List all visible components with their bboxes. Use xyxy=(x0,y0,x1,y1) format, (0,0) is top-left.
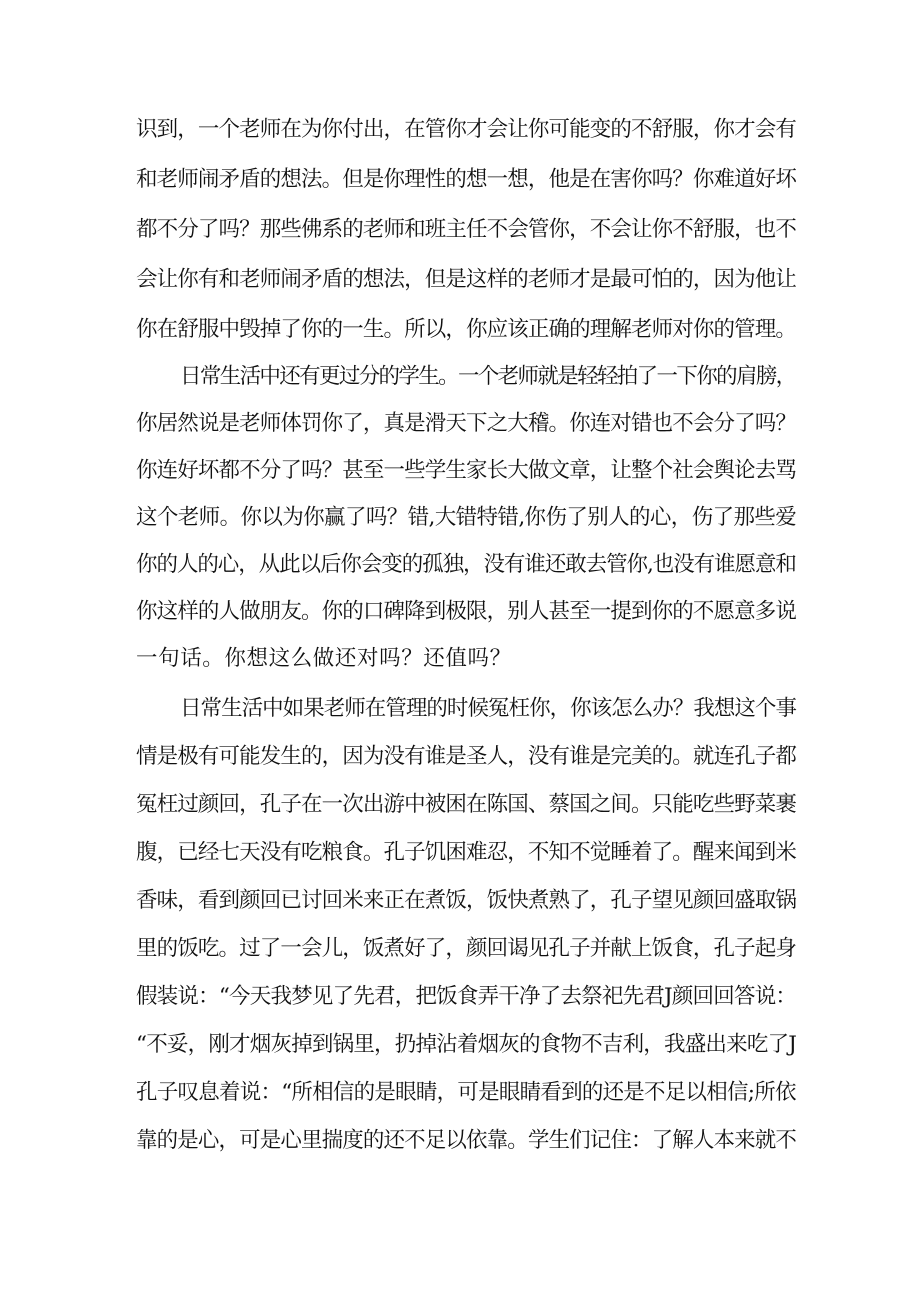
text-line: 香味，看到颜回已讨回米来正在煮饭，饭快煮熟了，孔子望见颜回盛取锅 xyxy=(136,888,797,913)
text-line: 冤枉过颜回，孔子在一次出游中被困在陈国、蔡国之间。只能吃些野菜裹 xyxy=(136,792,797,817)
text-line: 这个老师。你以为你赢了吗？错,大错特错,你伤了别人的心，伤了那些爱 xyxy=(136,505,797,530)
text-line: 你居然说是老师体罚你了，真是滑天下之大稽。你连对错也不会分了吗？ xyxy=(136,411,797,436)
text-line: “不妥，刚才烟灰掉到锅里，扔掉沾着烟灰的食物不吉利，我盛出来吃了J xyxy=(136,1032,797,1057)
text-line: 会让你有和老师闹矛盾的想法，但是这样的老师才是最可怕的，因为他让 xyxy=(136,267,797,292)
text-line: 你连好坏都不分了吗？甚至一些学生家长大做文章，让整个社会舆论去骂 xyxy=(136,458,797,483)
text-line: 腹，已经七天没有吃粮食。孔子饥困难忍，不知不觉睡着了。醒来闻到米 xyxy=(136,840,797,865)
text-line: 里的饭吃。过了一会儿，饭煮好了，颜回谒见孔子并献上饭食，孔子起身 xyxy=(136,936,797,961)
text-line: 情是极有可能发生的，因为没有谁是圣人，没有谁是完美的。就连孔子都 xyxy=(136,744,797,769)
text-line: 靠的是心，可是心里揣度的还不足以依靠。学生们记住：了解人本来就不 xyxy=(136,1128,797,1153)
text-line: 一句话。你想这么做还对吗？还值吗？ xyxy=(136,646,512,671)
text-line: 孔子叹息着说：“所相信的是眼睛，可是眼睛看到的还是不足以相信;所依 xyxy=(136,1080,796,1105)
text-line: 你这样的人做朋友。你的口碑降到极限，别人甚至一提到你的不愿意多说 xyxy=(136,599,797,624)
text-line: 和老师闹矛盾的想法。但是你理性的想一想，他是在害你吗？你难道好坏 xyxy=(136,167,797,192)
text-line: 识到，一个老师在为你付出，在管你才会让你可能变的不舒服，你才会有 xyxy=(136,117,797,142)
paragraph-first-line: 日常生活中如果老师在管理的时候冤枉你，你该怎么办？我想这个事 xyxy=(180,696,797,721)
text-line: 你在舒服中毁掉了你的一生。所以，你应该正确的理解老师对你的管理。 xyxy=(136,317,797,342)
text-line: 都不分了吗？那些佛系的老师和班主任不会管你，不会让你不舒服，也不 xyxy=(136,217,797,242)
text-line: 假装说：“今天我梦见了先君，把饭食弄干净了去祭祀先君J颜回回答说： xyxy=(136,984,797,1009)
paragraph-first-line: 日常生活中还有更过分的学生。一个老师就是轻轻拍了一下你的肩膀， xyxy=(180,364,796,389)
text-line: 你的人的心，从此以后你会变的孤独，没有谁还敢去管你,也没有谁愿意和 xyxy=(136,552,796,577)
